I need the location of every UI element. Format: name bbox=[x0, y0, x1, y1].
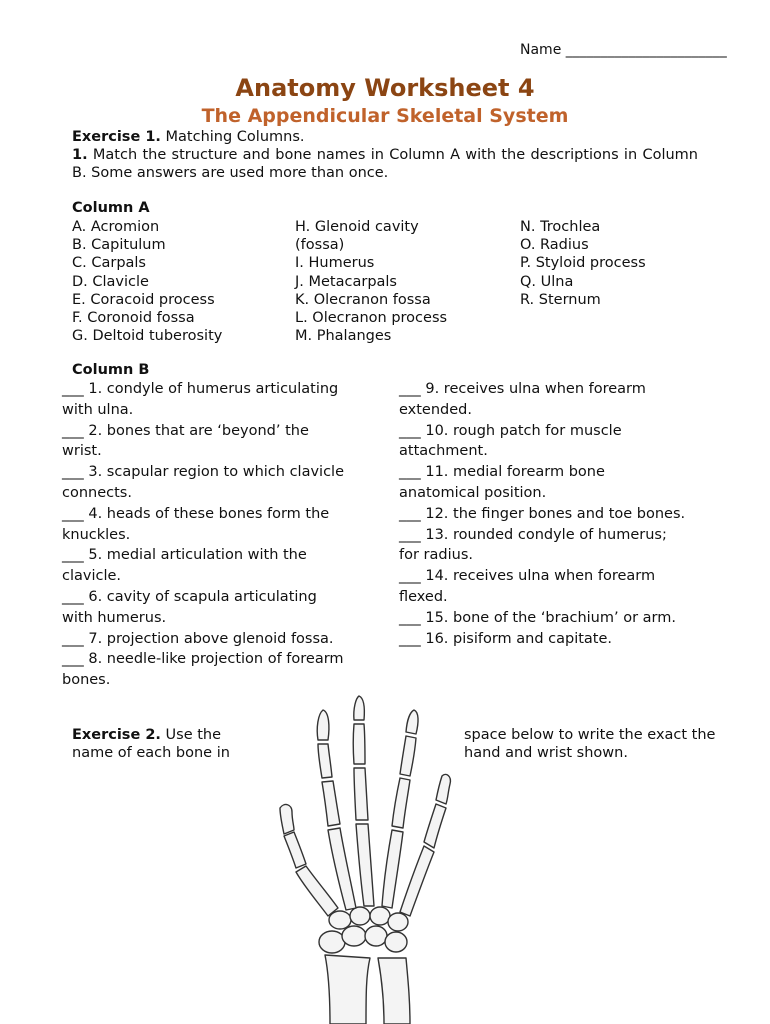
list-item: wrist. bbox=[62, 443, 102, 460]
page-title: Anatomy Worksheet 4 bbox=[235, 74, 535, 102]
list-item: with humerus. bbox=[62, 609, 167, 626]
exercise-2-left bbox=[72, 726, 252, 762]
list-item: E. Coracoid process bbox=[72, 291, 215, 308]
exercise-2-label: Exercise 2. bbox=[72, 727, 161, 743]
column-a-list-1 bbox=[72, 218, 222, 345]
list-item: with ulna. bbox=[62, 401, 134, 418]
column-a-title: Column A bbox=[72, 200, 150, 216]
exercise-1-label: Exercise 1. bbox=[72, 129, 161, 145]
list-item: H. Glenoid cavity bbox=[295, 219, 419, 235]
page-subtitle: The Appendicular Skeletal System bbox=[201, 105, 569, 127]
exercise-2-text-right: space below to write the exact the hand and wrist shown. bbox=[464, 727, 716, 761]
column-a-list-2 bbox=[295, 218, 447, 345]
list-item: F. Coronoid fossa bbox=[72, 310, 195, 327]
list-item: I. Humerus bbox=[295, 255, 375, 272]
list-item: ___ 11. medial forearm bone bbox=[399, 464, 605, 481]
list-item: ___ 14. receives ulna when forearm bbox=[399, 568, 656, 585]
list-item: B. Capitulum bbox=[72, 237, 166, 254]
item-number: 1. bbox=[72, 147, 88, 163]
list-item: Q. Ulna bbox=[520, 273, 574, 290]
instructions-text: Match the structure and bone names in Column A with the descriptions in Column B. Some answers are used more than once. bbox=[72, 147, 698, 181]
list-item: extended. bbox=[399, 401, 472, 418]
column-b-title: Column B bbox=[72, 362, 150, 378]
exercise-2-text-left: Use the name of each bone in bbox=[72, 727, 230, 761]
list-item: J. Metacarpals bbox=[295, 273, 397, 290]
list-item: M. Phalanges bbox=[295, 328, 392, 345]
list-item: C. Carpals bbox=[72, 255, 146, 272]
list-item: attachment. bbox=[399, 443, 488, 460]
list-item: anatomical position. bbox=[399, 484, 547, 501]
list-item: clavicle. bbox=[62, 568, 122, 585]
list-item: connects. bbox=[62, 484, 132, 501]
list-item: ___ 13. rounded condyle of humerus; bbox=[399, 526, 667, 543]
list-item: A. Acromion bbox=[72, 219, 160, 235]
list-item: O. Radius bbox=[520, 237, 589, 254]
list-item: ___ 3. scapular region to which clavicle bbox=[62, 464, 344, 481]
list-item: ___ 2. bones that are ‘beyond’ the bbox=[62, 422, 309, 439]
list-item: ___ 15. bone of the ‘brachium’ or arm. bbox=[399, 609, 676, 626]
list-item: ___ 10. rough patch for muscle bbox=[399, 422, 622, 439]
list-item: for radius. bbox=[399, 547, 473, 564]
exercise-1-instructions bbox=[72, 146, 698, 182]
exercise-1 bbox=[72, 128, 698, 182]
exercise-1-title: Matching Columns. bbox=[160, 129, 305, 145]
list-item: ___ 8. needle-like projection of forearm bbox=[62, 651, 344, 668]
list-item: D. Clavicle bbox=[72, 273, 149, 290]
list-item: ___ 1. condyle of humerus articulating bbox=[62, 381, 339, 397]
list-item: P. Styloid process bbox=[520, 255, 646, 272]
list-item: ___ 12. the finger bones and toe bones. bbox=[399, 505, 686, 522]
list-item: R. Sternum bbox=[520, 291, 601, 308]
list-item: (fossa) bbox=[295, 237, 345, 254]
list-item: ___ 5. medial articulation with the bbox=[62, 547, 307, 564]
list-item: ___ 4. heads of these bones form the bbox=[62, 505, 330, 522]
exercise-1-heading bbox=[72, 128, 698, 146]
list-item: knuckles. bbox=[62, 526, 131, 543]
column-b-left-list bbox=[62, 379, 344, 691]
name-field-label: Name _______________________ bbox=[520, 42, 727, 58]
list-item: ___ 6. cavity of scapula articulating bbox=[62, 588, 317, 605]
list-item: flexed. bbox=[399, 588, 448, 605]
list-item: N. Trochlea bbox=[520, 219, 601, 235]
list-item: ___ 7. projection above glenoid fossa. bbox=[62, 630, 334, 647]
list-item: ___ 9. receives ulna when forearm bbox=[399, 381, 646, 397]
list-item: K. Olecranon fossa bbox=[295, 291, 431, 308]
column-b-right-list bbox=[399, 379, 685, 649]
list-item: L. Olecranon process bbox=[295, 310, 448, 327]
list-item: ___ 16. pisiform and capitate. bbox=[399, 630, 613, 647]
hand-skeleton-icon bbox=[270, 690, 460, 1024]
list-item: bones. bbox=[62, 672, 111, 689]
column-a-list-3 bbox=[520, 218, 646, 309]
list-item: G. Deltoid tuberosity bbox=[72, 328, 223, 345]
